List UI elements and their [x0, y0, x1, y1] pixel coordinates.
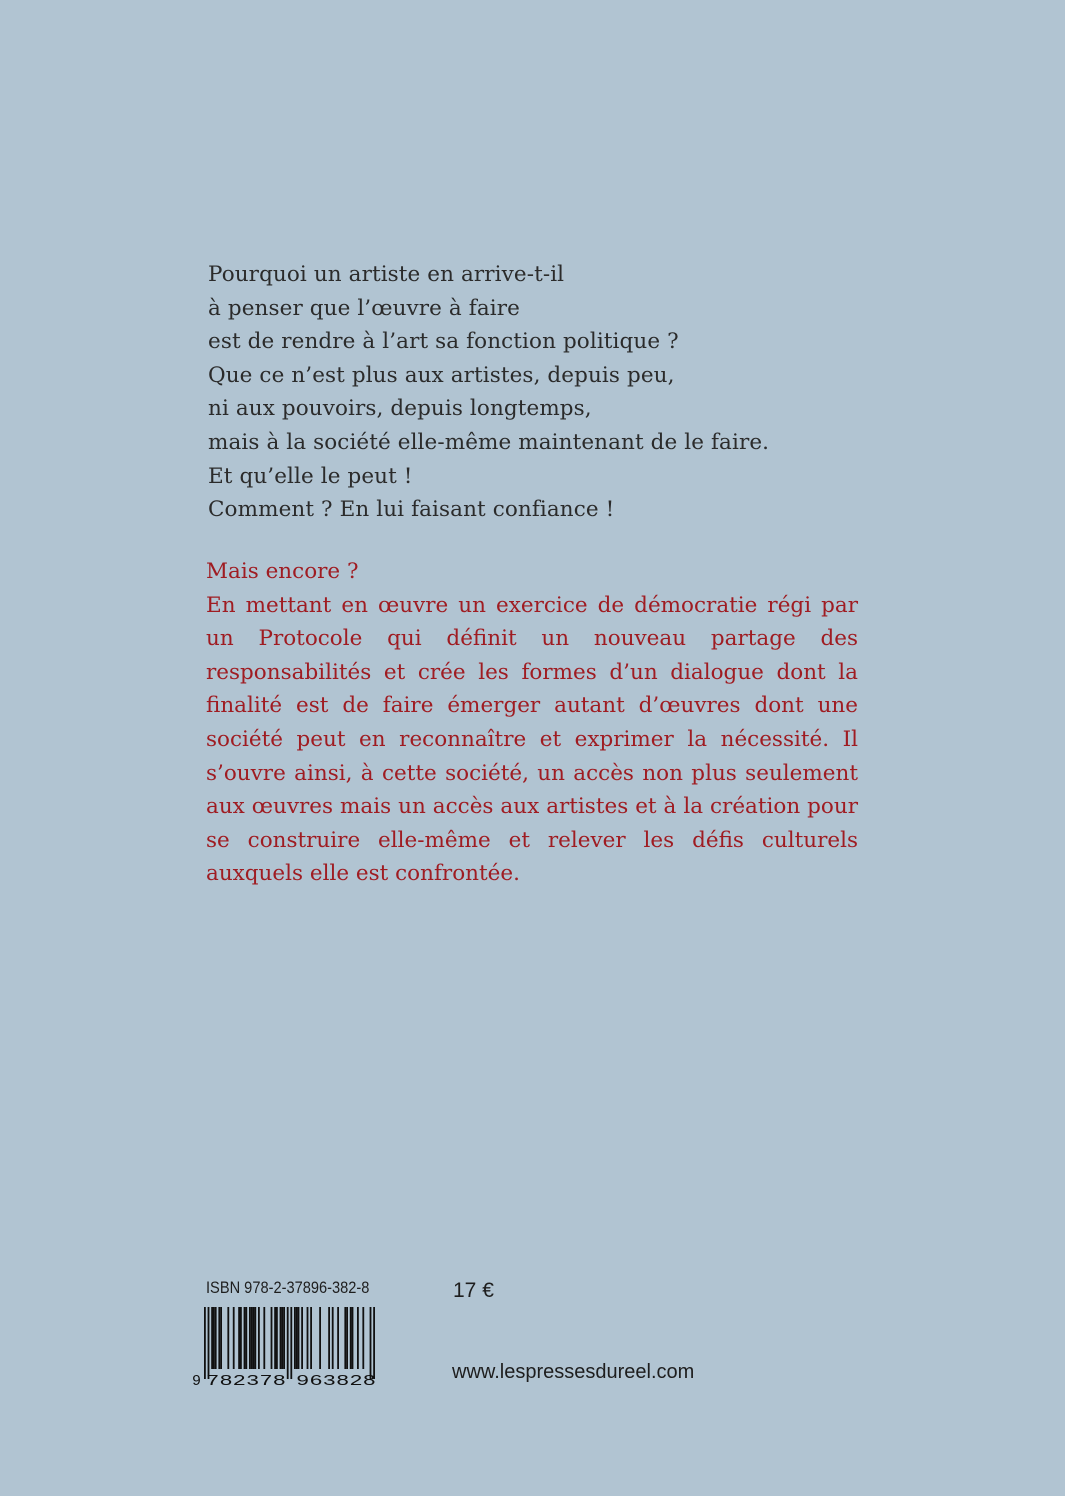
price-label: 17 € [453, 1279, 494, 1302]
barcode-bar [233, 1307, 235, 1369]
barcode-bar [337, 1307, 339, 1369]
barcode-bar [238, 1307, 240, 1369]
barcode-left-digits: 782378 [206, 1373, 286, 1390]
blurb-question: Mais encore ? [206, 559, 359, 584]
poem-line: à penser que l’œuvre à faire [208, 295, 520, 321]
barcode-bar [281, 1307, 283, 1369]
barcode-right-digits: 963828 [296, 1373, 376, 1390]
barcode-guard-bar [373, 1307, 375, 1379]
barcode-bar [251, 1307, 253, 1369]
barcode-bar [280, 1307, 282, 1369]
barcode [186, 1305, 391, 1390]
barcode-bar [244, 1307, 246, 1369]
barcode-bar [240, 1307, 242, 1369]
poem-line: mais à la société elle-même maintenant de le faire. [208, 429, 770, 455]
barcode-bar [283, 1307, 285, 1369]
isbn-label: ISBN 978-2-37896-382-8 [206, 1278, 370, 1297]
barcode-bar [307, 1307, 309, 1369]
barcode-guard-bar [370, 1307, 372, 1379]
barcode-bar [211, 1307, 213, 1369]
barcode-bar [332, 1307, 334, 1369]
barcode-bar [296, 1307, 298, 1369]
barcode-bar [245, 1307, 247, 1369]
blurb-paragraph: En mettant en œuvre un exercice de démocratie régi par un Protocole qui définit un nouveau partage des responsabilités et crée les formes d’un dialogue dont la finalité est de faire émerger autant d’œuvres dont une société peut en reconnaître et exprimer la nécessité. Il s’ouvre ainsi, à cette société, un accès non plus seulement aux œuvres mais un accès aux artistes et à la création pour se construire elle-même et relever les défis culturels auxquels elle est confrontée. [206, 592, 858, 887]
barcode-bar [271, 1307, 273, 1369]
barcode-bar [357, 1307, 359, 1369]
barcode-bar [263, 1307, 265, 1369]
barcode-guard-bar [204, 1307, 206, 1379]
barcode-bar [218, 1307, 220, 1369]
poem-line: Comment ? En lui faisant confiance ! [208, 497, 615, 523]
barcode-bar [274, 1307, 276, 1369]
barcode-bar [249, 1307, 251, 1369]
barcode-guard-bar [287, 1307, 289, 1379]
barcode-bar [227, 1307, 229, 1369]
barcode-bar [213, 1307, 215, 1369]
poem-line: ni aux pouvoirs, depuis longtemps, [208, 396, 592, 422]
barcode-bar [352, 1307, 354, 1369]
barcode-guard-bar [290, 1307, 292, 1379]
barcode-bar [344, 1307, 346, 1369]
publisher-website: www.lespressesdureel.com [452, 1361, 695, 1383]
barcode-guard-bar [208, 1307, 210, 1379]
poem-text [208, 258, 868, 527]
poem-line: Pourquoi un artiste en arrive-t-il [208, 262, 565, 287]
barcode-bar [328, 1307, 330, 1369]
barcode-lead-digit: 9 [192, 1373, 202, 1390]
barcode-bar [346, 1307, 348, 1369]
barcode-bar [253, 1307, 255, 1369]
poem-line: Que ce n’est plus aux artistes, depuis peu, [208, 362, 675, 388]
barcode-bar [215, 1307, 217, 1369]
barcode-bar [294, 1307, 296, 1369]
barcode-bar [301, 1307, 303, 1369]
blurb-section [206, 555, 858, 891]
barcode-bar [298, 1307, 300, 1369]
poem-line: est de rendre à l’art sa fonction politique ? [208, 329, 679, 355]
barcode-bars [204, 1307, 375, 1379]
barcode-bar [350, 1307, 352, 1369]
barcode-bar [319, 1307, 321, 1369]
barcode-bar [310, 1307, 312, 1369]
barcode-bar [254, 1307, 256, 1369]
barcode-bar [258, 1307, 260, 1369]
barcode-bar [220, 1307, 222, 1369]
barcode-bar [362, 1307, 364, 1369]
barcode-bar [276, 1307, 278, 1369]
poem-line: Et qu’elle le peut ! [208, 463, 413, 489]
